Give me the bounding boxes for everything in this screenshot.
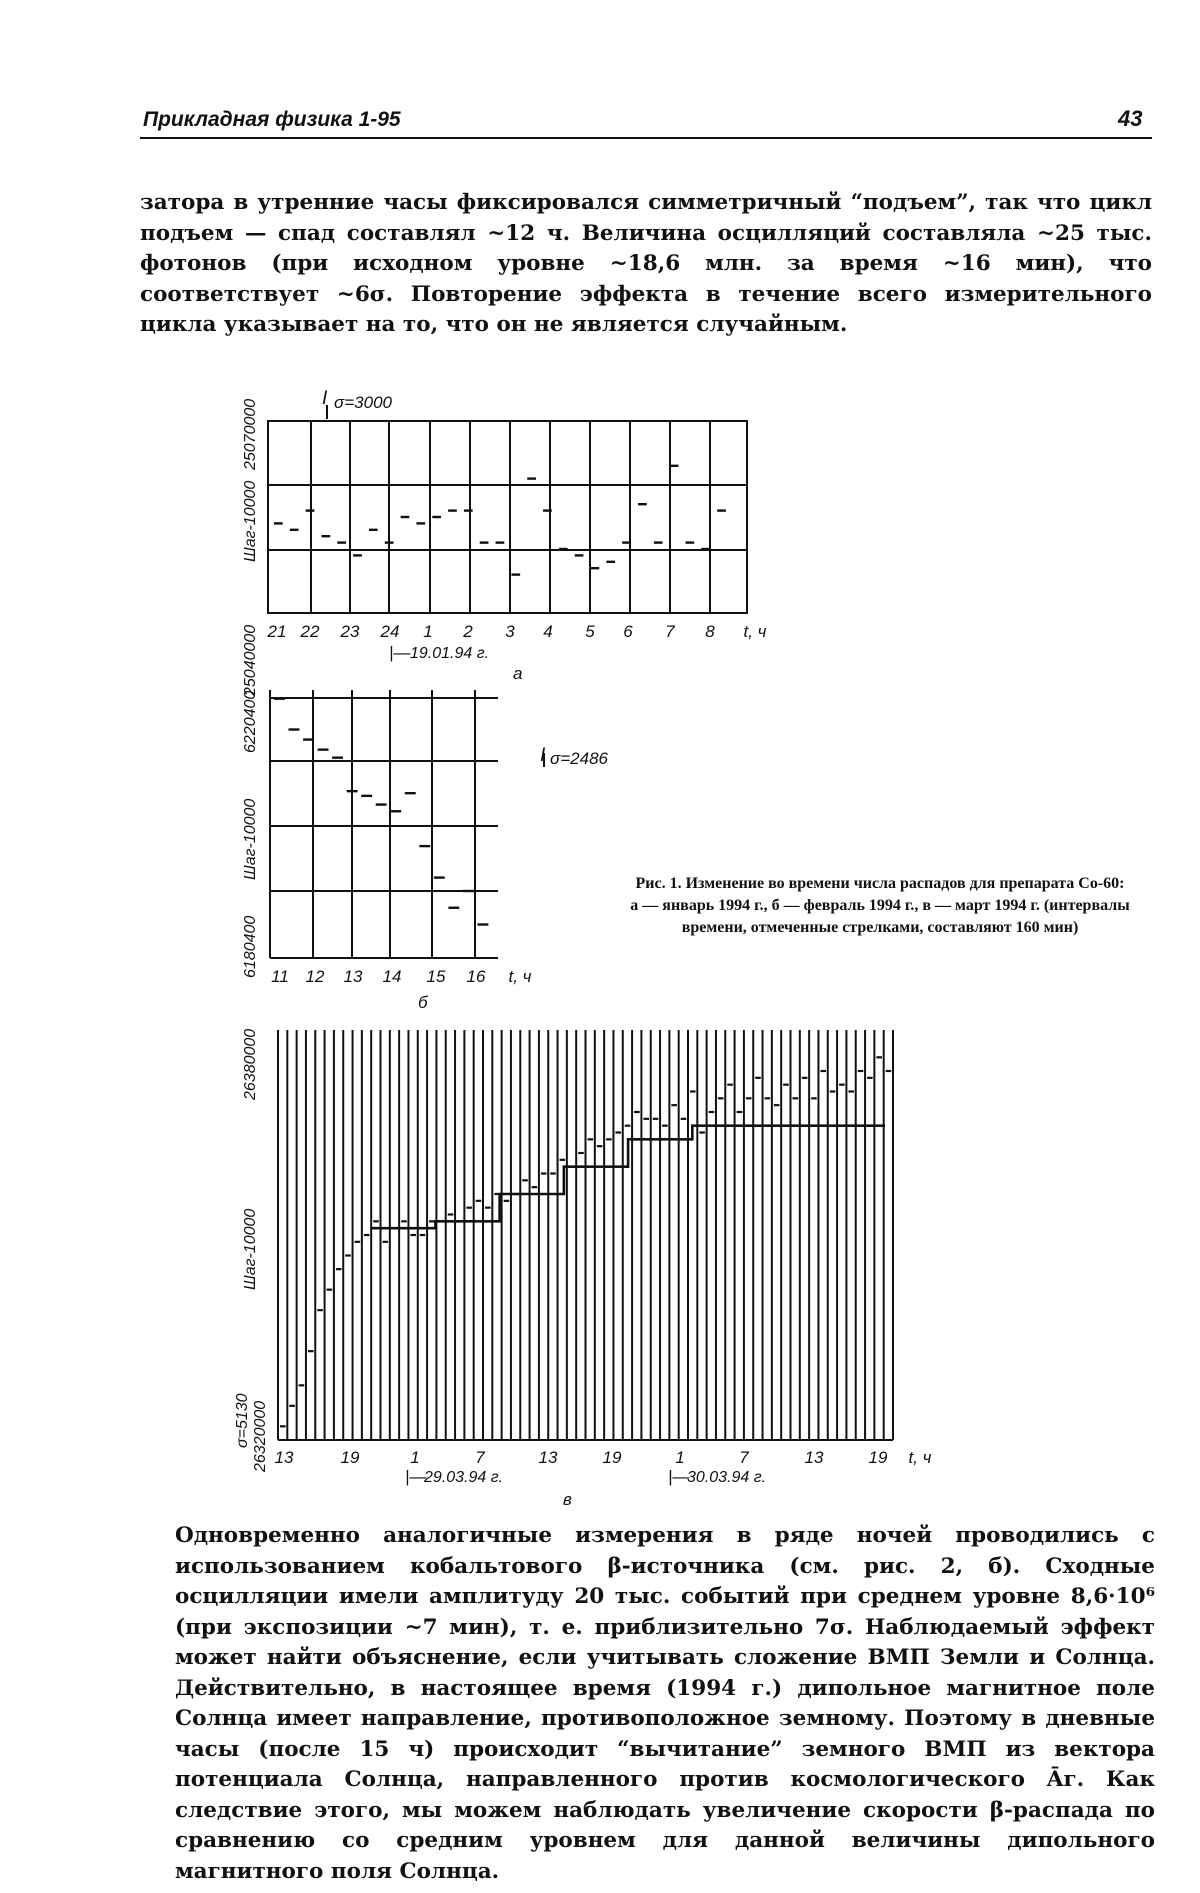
chart-c-x-tick: 7 xyxy=(475,1448,485,1467)
chart-c-x-label: t, ч xyxy=(908,1448,932,1467)
chart-b-y-step: Шаг-10000 xyxy=(242,798,259,880)
chart-c-x-tick: 19 xyxy=(868,1448,888,1467)
chart-c-date-marker-2: 30.03.94 г. xyxy=(687,1469,767,1486)
chart-c-y-top: 26380000 xyxy=(242,1028,259,1100)
chart-a-x-tick: 6 xyxy=(623,622,633,641)
chart-a-x-tick: 2 xyxy=(463,622,473,641)
chart-b-y-bottom: 6180400 xyxy=(242,915,259,978)
chart-a-panel-label: а xyxy=(513,664,523,683)
chart-c-date-marker-1: 29.03.94 г. xyxy=(424,1469,504,1486)
chart-a-x-tick: 23 xyxy=(340,622,360,641)
chart-c-x-tick: 1 xyxy=(410,1448,420,1467)
chart-a-x-tick: 22 xyxy=(300,622,320,641)
date-marker-arrow-icon: |— xyxy=(668,1467,690,1486)
chart-a-x-tick: 8 xyxy=(705,622,715,641)
figure-caption-title: Рис. 1. Изменение во времени числа распадов для препарата Co-60: xyxy=(635,875,1125,892)
chart-c-sigma-label: σ=5130 xyxy=(234,1393,251,1448)
chart-a-x-label: t, ч xyxy=(743,622,767,641)
chart-b-x-tick: 13 xyxy=(343,967,363,986)
chart-a-x-tick: 7 xyxy=(665,622,675,641)
chart-a-y-step: Шаг-10000 xyxy=(242,480,259,562)
chart-c-trend-line xyxy=(371,1126,885,1229)
chart-c-y-step: Шаг-10000 xyxy=(242,1208,259,1290)
paragraph-bottom-text: Одновременно аналогичные измерения в ряде ночей проводились с использованием кобальтового β-источника (см. рис. 2, б). Сходные осцилляции имели амплитуду 20 тыс. событий при среднем уровне 8,6·10⁶ (при экспозиции ~7 мин), т. е. приблизительно 7σ. Наблюдаемый эффект может найти объяснение, если учитывать сложение ВМП Земли и Солнца. Действительно, в настоящее время (1994 г.) дипольное магнитное поле Солнца имеет направление, противоположное земному. Поэтому в дневные часы (после 15 ч) происходит “вычитание” земного ВМП из вектора потенциала Солнца, направленного против космологического Āг. Как следствие этого, мы можем наблюдать увеличение скорости β-распада по сравнению со средним уровнем для данной величины дипольного магнитного поля Солнца. xyxy=(175,1523,1155,1884)
chart-b-x-tick: 15 xyxy=(426,967,446,986)
chart-b-x-tick: 11 xyxy=(271,967,289,986)
chart-a-sigma-label: σ=3000 xyxy=(334,393,392,412)
chart-b-x-tick: 12 xyxy=(305,967,325,986)
chart-a-x-tick: 4 xyxy=(543,622,553,641)
chart-b-x-tick: 16 xyxy=(466,967,486,986)
chart-a-frame xyxy=(268,421,747,613)
page-number: 43 xyxy=(1118,106,1143,131)
chart-b-sigma-label: σ=2486 xyxy=(550,749,608,768)
date-marker-arrow-icon: |— xyxy=(389,643,411,662)
chart-a-x-tick: 3 xyxy=(505,622,515,641)
chart-c-x-tick: 13 xyxy=(538,1448,558,1467)
chart-b-y-top: 6220400 xyxy=(242,690,259,753)
chart-a-date-marker: 19.01.94 г. xyxy=(410,645,490,662)
figure-caption-body: а — январь 1994 г., б — февраль 1994 г., в — март 1994 г. (интервалы времени, отмеченные стрелками, составляют 160 мин) xyxy=(630,897,1130,936)
chart-a-y-top: 25070000 xyxy=(242,398,259,470)
chart-a-x-tick: 1 xyxy=(423,622,433,641)
chart-c-x-tick: 19 xyxy=(340,1448,360,1467)
paragraph-top: затора в утренние часы фиксировался симметричный “подъем”, так что цикл подъем — спад составлял ~12 ч. Величина осцилляций составляла ~25 тыс. фотонов (при исходном уровне ~18,6 млн. за время ~16 мин), что соответствует ~6σ. Повторение эффекта в течение всего измерительного цикла указывает на то, что он не является случайным. xyxy=(140,190,1152,337)
chart-c-x-tick: 1 xyxy=(675,1448,685,1467)
running-title: Прикладная физика 1-95 xyxy=(143,108,401,131)
chart-a-x-tick: 24 xyxy=(380,622,400,641)
chart-b-x-label: t, ч xyxy=(508,967,532,986)
sigma-bar-icon: Ι xyxy=(540,745,546,766)
chart-c-x-tick: 7 xyxy=(739,1448,749,1467)
chart-c-x-tick: 13 xyxy=(804,1448,824,1467)
chart-b-x-tick: 14 xyxy=(382,967,402,986)
chart-a-y-bottom: 25040000 xyxy=(242,624,259,696)
chart-c-x-tick: 13 xyxy=(274,1448,294,1467)
date-marker-arrow-icon: |— xyxy=(405,1467,427,1486)
chart-b-panel-label: б xyxy=(418,993,428,1012)
chart-c-y-bottom: 26320000 xyxy=(252,1400,269,1472)
chart-a-x-tick: 5 xyxy=(585,622,595,641)
chart-c-panel-label: в xyxy=(563,1490,572,1509)
sigma-bar-icon: Ι xyxy=(322,388,328,409)
chart-c-x-tick: 19 xyxy=(602,1448,622,1467)
chart-a-x-tick: 21 xyxy=(267,622,287,641)
